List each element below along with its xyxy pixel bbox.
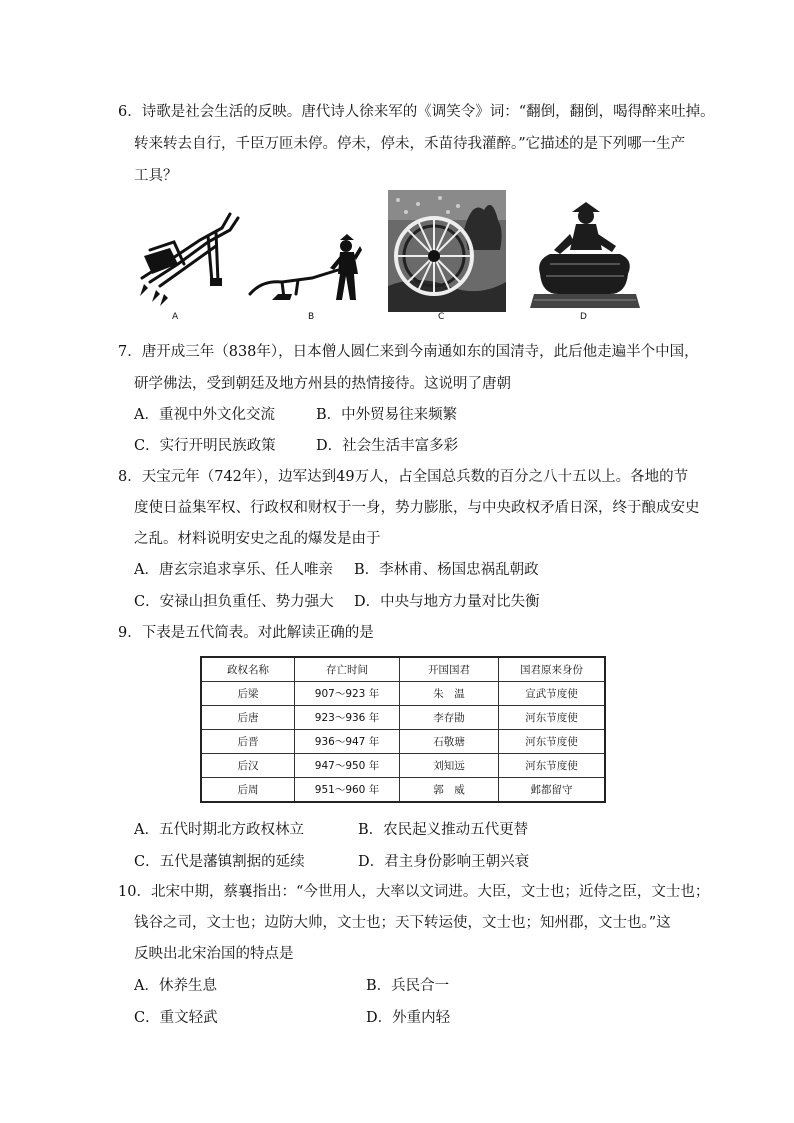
q10-stem-line3: 反映出北宋治国的特点是 (134, 946, 294, 962)
q7-stem-line2: 研学佛法，受到朝廷及地方州县的热情接待。这说明了唐朝 (134, 376, 511, 392)
table-cell: 邺都留守 (499, 778, 606, 803)
table-header: 政权名称 (201, 657, 295, 682)
q9-option-c: C．五代是藩镇割据的延续 (134, 854, 305, 870)
table-cell: 石敬瑭 (400, 730, 499, 754)
table-cell: 后晋 (201, 730, 295, 754)
table-row (201, 682, 605, 706)
option-c-waterwheel-illustration (388, 190, 506, 312)
q6-stem-line3: 工具？ (134, 168, 178, 184)
q7-option-d: D．社会生活丰富多彩 (316, 438, 459, 454)
table-cell: 923～936 年 (295, 706, 400, 730)
option-a-caption: A (172, 312, 179, 322)
table-cell: 河东节度使 (499, 730, 606, 754)
option-a-plough-illustration (130, 190, 240, 312)
table-header: 开国国君 (400, 657, 499, 682)
option-c-caption: C (438, 312, 445, 322)
table-cell: 宣武节度使 (499, 682, 606, 706)
table-row (201, 706, 605, 730)
q6-stem-line1: 6．诗歌是社会生活的反映。唐代诗人徐来军的《调笑令》词：“翻倒，翻倒，喝得醉来吐掉。 (118, 104, 715, 120)
table-header-row (201, 657, 605, 682)
table-cell: 936～947 年 (295, 730, 400, 754)
table-cell: 河东节度使 (499, 754, 606, 778)
table-cell: 河东节度使 (499, 706, 606, 730)
table-cell: 郭 威 (400, 778, 499, 803)
q8-stem-line2: 度使日益集军权、行政权和财权于一身，势力膨胀，与中央政权矛盾日深，终于酿成安史 (134, 500, 700, 516)
option-b-caption: B (308, 312, 315, 322)
q10-option-a: A．休养生息 (134, 978, 217, 994)
q6-stem-line2: 转来转去自行，千臣万匝未停。停未，停未，禾苗待我灌醉。”它描述的是下列哪一生产 (134, 136, 686, 152)
q10-stem-line2: 钱谷之司，文士也；边防大帅，文士也；天下转运使，文士也；知州郡，文士也。”这 (134, 915, 671, 931)
q8-stem-line3: 之乱。材料说明安史之乱的爆发是由于 (134, 531, 381, 547)
table-cell: 后唐 (201, 706, 295, 730)
table-cell: 后梁 (201, 682, 295, 706)
table-cell: 951～960 年 (295, 778, 400, 803)
q7-stem-line1: 7．唐开成三年（838年），日本僧人圆仁来到今南通如东的国清寺，此后他走遍半个中国， (118, 344, 699, 360)
q7-option-a: A．重视中外文化交流 (134, 407, 275, 423)
q10-option-d: D．外重内轻 (366, 1010, 451, 1026)
table-cell: 907～923 年 (295, 682, 400, 706)
q9-stem: 9．下表是五代简表。对此解读正确的是 (118, 625, 374, 641)
table-header: 国君原来身份 (499, 657, 606, 682)
table-cell: 刘知远 (400, 754, 499, 778)
q10-option-c: C．重文轻武 (134, 1010, 218, 1026)
table-header: 存亡时间 (295, 657, 400, 682)
table-row (201, 730, 605, 754)
q6-figure-strip (130, 190, 640, 330)
q7-option-c: C．实行开明民族政策 (134, 438, 276, 454)
q8-option-c: C．安禄山担负重任、势力强大 (134, 594, 334, 610)
five-dynasties-table (200, 656, 606, 803)
q7-option-b: B．中外贸易往来频繁 (316, 407, 458, 423)
q9-option-b: B．农民起义推动五代更替 (358, 822, 529, 838)
table-row (201, 778, 605, 803)
table-cell: 李存勖 (400, 706, 499, 730)
q8-option-d: D．中央与地方力量对比失衡 (354, 594, 540, 610)
q9-option-a: A．五代时期北方政权林立 (134, 822, 304, 838)
table-cell: 后汉 (201, 754, 295, 778)
option-b-ploughman-illustration (242, 190, 370, 312)
q8-option-b: B．李林甫、杨国忠祸乱朝政 (354, 562, 539, 578)
q8-option-a: A．唐玄宗追求享乐、任人唯亲 (134, 562, 333, 578)
option-d-roller-illustration (530, 190, 640, 312)
table-cell: 朱 温 (400, 682, 499, 706)
q9-option-d: D．君主身份影响王朝兴衰 (358, 854, 530, 870)
q8-stem-line1: 8．天宝元年（742年），边军达到49万人，占全国总兵数的百分之八十五以上。各地的节 (118, 469, 689, 485)
q10-stem-line1: 10．北宋中期，蔡襄指出：“今世用人，大率以文词进。大臣，文士也；近侍之臣，文士也； (118, 884, 710, 900)
option-d-caption: D (580, 312, 587, 322)
q10-option-b: B．兵民合一 (366, 978, 450, 994)
table-cell: 947～950 年 (295, 754, 400, 778)
table-row (201, 754, 605, 778)
table-cell: 后周 (201, 778, 295, 803)
